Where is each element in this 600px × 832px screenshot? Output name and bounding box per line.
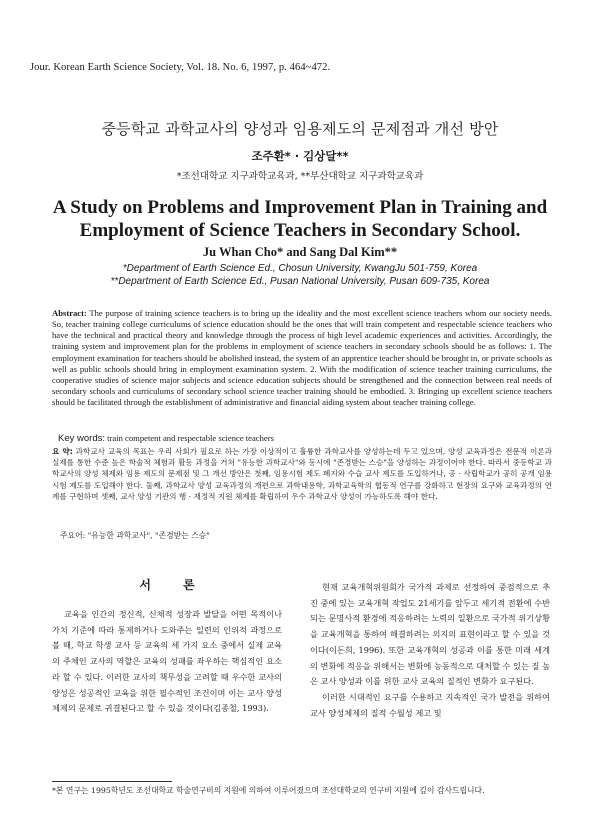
abstract (52, 308, 552, 408)
english-authors: Ju Whan Cho* and Sang Dal Kim** (202, 245, 398, 259)
introduction-paragraph: 이러한 시대적인 요구를 수용하고 지속적인 국가 발전을 위하여 교사 양성체제의 질적 수월성 제고 및 (310, 691, 550, 718)
korean-title: 중등학교 과학교사의 양성과 임용제도의 문제점과 개선 방안 (101, 120, 499, 138)
left-column (52, 568, 282, 717)
korean-authors: 조주환* · 김상달** (251, 149, 349, 163)
keywords-text: train competent and respectable science teachers (107, 433, 274, 443)
introduction-paragraph: 교육을 인간의 정신적, 신체적 성장과 발달을 어떤 목적이나 가치 기준에 따라 통제하거나 도와주는 일련의 인위적 과정으로 볼 때, 학교 학생 교사 등 교육의 세 가지 요소 중에서 실제 교육의 주체인 교사의 역할은 교육의 성패를 좌우하는 핵심적인 요소라 할 수 있다. 이러한 교사의 책무성을 고려할 때 우수한 교사의 양성은 성공적인 교육을 위한 필수적인 조건이며 이는 교사 양성체제의 문제로 귀결된다고 할 수 있을 것이다(김종철, 1993). (52, 609, 282, 714)
affiliation-chosun: *Department of Earth Science Ed., Chosun University, KwangJu 501-759, Korea (122, 263, 478, 274)
korean-keywords (60, 530, 550, 541)
korean-keywords-label: 주요어: (60, 531, 86, 540)
english-affiliations (0, 262, 600, 288)
footnote: *본 연구는 1995학년도 조선대학교 학술연구비의 지원에 의하여 이루어졌으며 조선대학교의 연구비 지원에 깊이 감사드립니다. (52, 786, 485, 795)
abstract-text: The purpose of training science teachers is to bring up the ideality and the most excellent science teachers whom our society needs. So, teacher training college curriculums of science education should be the ones that will train competent and respectable science teachers who have the technical and practical theory and knowledge through the process of high level academic experiences and activities. Accordingly, the training system and improvement plan for the problems in employment of science teachers in secondary schools should be as follows: 1. The employment examination for teachers should be abolished instead, the system of an apprentice teacher should be brought in, or private schools as well as public schools should bring in employment examination system. 2. With the modification of science teacher training curriculums, the cooperative studies of science major subjects and science education subjects should be strengthened and the connection between real needs of secondary schools and curriculums of secondary school science teacher training should be embodied. 3. Bringing up excellent science teachers should be facilitated through the establishment of administrative and financial aiding system about teacher training college. (52, 308, 552, 408)
english-title: A Study on Problems and Improvement Plan in Training and Employment of Science Teachers in Secondary School. (52, 197, 548, 241)
affiliation-pusan: **Department of Earth Science Ed., Pusan National University, Pusan 609-735, Korea (110, 276, 490, 287)
korean-abstract-text: 과학교사 교육의 목표는 우리 사회가 필요로 하는 가장 이상적이고 훌륭한 과학교사를 양성하는데 두고 있으며, 양성 교육과정은 전문적 이론과 실제를 통한 수준 높은 학술적 체험과 활동 과정을 거쳐 "유능한 과학교사"와 동시에 "존경받는 스승"을 양성하는 과정이어야 한다. 따라서 중등학교 과학교사의 양성 체제와 임용 제도의 문제점 및 그 개선 방안은 첫째, 임용시험 제도 폐지와 수습 교사 제도를 도입하거나, 공 · 사립학교가 공히 공개 임용시험 제도를 도입해야 한다. 둘째, 과학교사 양성 교육과정의 개편으로 과학내용학, 과학교육학의 협동적 연구를 강화하고 현장의 요구와 교육과정의 연계를 구현하며 셋째, 교사 양성 기관의 행 · 재정적 지원 체제를 확립하여 우수 과학교사 양성이 가능하도록 해야 한다. (52, 447, 552, 501)
abstract-label: Abstract: (52, 308, 87, 318)
footnote-divider (52, 781, 172, 782)
korean-abstract (52, 446, 552, 502)
journal-citation: Jour. Korean Earth Science Society, Vol. 18. No. 6, 1997, p. 464~472. (30, 62, 331, 73)
introduction-heading: 서 론 (139, 578, 209, 592)
introduction-paragraph: 현재 교육개혁위원회가 국가적 과제로 선정하여 중점적으로 추진 중에 있는 교육개혁 작업도 21세기를 앞두고 세기적 전환에 수반되는 문명사적 환경에 적응하려는 노력의 일환으로 국가적 위기상황을 교육개혁을 통하여 해결하려는 의지의 표현이라고 할 수 있을 것이다(이돈희, 1996). 또한 교육개혁의 성공과 이를 통한 미래 세계의 변화에 적응을 위해서는 변화에 능동적으로 대처할 수 있는 질 높은 교사 양성과 이를 위한 교사 교육의 질적인 변화가 요구된다. (310, 582, 550, 687)
korean-keywords-text: "유능한 과학교사", "존경받는 스승" (87, 531, 210, 540)
korean-affiliations: *조선대학교 지구과학교육과, **부산대학교 지구과학교육과 (176, 171, 424, 182)
korean-abstract-label: 요 약: (52, 447, 73, 456)
keywords (58, 433, 548, 444)
right-column (310, 580, 550, 721)
keywords-label: Key words: (58, 433, 105, 444)
